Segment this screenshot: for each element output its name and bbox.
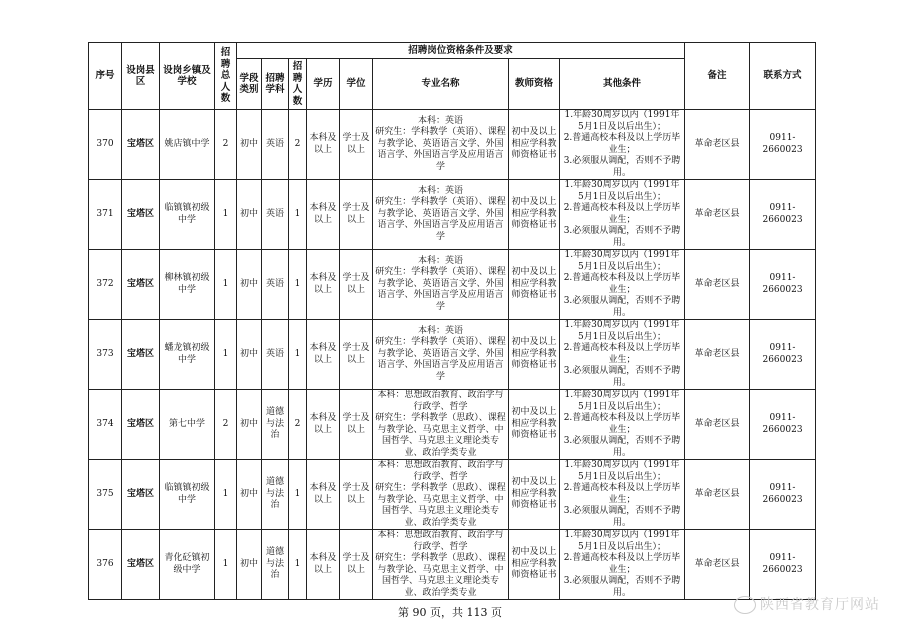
cell-total: 1 bbox=[215, 530, 237, 600]
header-major: 专业名称 bbox=[373, 59, 509, 110]
cell-major: 本科：思想政治教育、政治学与行政学、哲学 研究生：学科教学（思政）、课程与教学论、马克思主义哲学、中国哲学、马克思主义理论类专业、政治学类专业 bbox=[373, 390, 509, 460]
cell-level: 初中 bbox=[237, 460, 262, 530]
cell-cert: 初中及以上相应学科教师资格证书 bbox=[509, 460, 560, 530]
cell-school: 青化砭镇初级中学 bbox=[160, 530, 215, 600]
cell-cert: 初中及以上相应学科教师资格证书 bbox=[509, 320, 560, 390]
cell-count: 1 bbox=[289, 250, 307, 320]
table-row bbox=[89, 250, 816, 320]
cell-note: 革命老区县 bbox=[685, 390, 750, 460]
cell-other: 1.年龄30周岁以内（1991年5月1日及以后出生）； 2.普通高校本科及以上学历毕业生； 3.必须服从调配，否则不予聘用。 bbox=[560, 320, 685, 390]
cell-county: 宝塔区 bbox=[122, 390, 160, 460]
cell-total: 2 bbox=[215, 110, 237, 180]
cell-degree: 学士及以上 bbox=[340, 530, 373, 600]
table-row bbox=[89, 530, 816, 600]
cell-subject: 英语 bbox=[262, 320, 289, 390]
cell-edu: 本科及以上 bbox=[307, 530, 340, 600]
cell-county: 宝塔区 bbox=[122, 320, 160, 390]
header-cert: 教师资格 bbox=[509, 59, 560, 110]
table-row bbox=[89, 180, 816, 250]
cell-county: 宝塔区 bbox=[122, 250, 160, 320]
cell-other: 1.年龄30周岁以内（1991年5月1日及以后出生）； 2.普通高校本科及以上学历毕业生； 3.必须服从调配，否则不予聘用。 bbox=[560, 180, 685, 250]
cell-contact: 0911-2660023 bbox=[750, 530, 816, 600]
cell-school: 姚店镇中学 bbox=[160, 110, 215, 180]
site-watermark bbox=[734, 594, 880, 614]
cell-note: 革命老区县 bbox=[685, 530, 750, 600]
cell-subject: 道德与法治 bbox=[262, 530, 289, 600]
header-contact: 联系方式 bbox=[750, 43, 816, 110]
cell-major: 本科：思想政治教育、政治学与行政学、哲学 研究生：学科教学（思政）、课程与教学论、马克思主义哲学、中国哲学、马克思主义理论类专业、政治学类专业 bbox=[373, 460, 509, 530]
cell-note: 革命老区县 bbox=[685, 180, 750, 250]
header-seq: 序号 bbox=[89, 43, 122, 110]
cell-seq: 375 bbox=[89, 460, 122, 530]
cell-seq: 370 bbox=[89, 110, 122, 180]
table-row bbox=[89, 390, 816, 460]
cell-degree: 学士及以上 bbox=[340, 250, 373, 320]
cell-count: 1 bbox=[289, 320, 307, 390]
cell-edu: 本科及以上 bbox=[307, 320, 340, 390]
cell-edu: 本科及以上 bbox=[307, 180, 340, 250]
cell-contact: 0911-2660023 bbox=[750, 110, 816, 180]
cell-subject: 英语 bbox=[262, 180, 289, 250]
cell-level: 初中 bbox=[237, 390, 262, 460]
header-subject: 招聘学科 bbox=[262, 59, 289, 110]
cell-county: 宝塔区 bbox=[122, 110, 160, 180]
cell-count: 1 bbox=[289, 180, 307, 250]
cell-level: 初中 bbox=[237, 250, 262, 320]
cell-degree: 学士及以上 bbox=[340, 320, 373, 390]
cell-major: 本科：英语 研究生：学科教学（英语）、课程与教学论、英语语言文学、外国语言学、外国语言学及应用语言学 bbox=[373, 110, 509, 180]
table-row bbox=[89, 320, 816, 390]
cell-major: 本科：英语 研究生：学科教学（英语）、课程与教学论、英语语言文学、外国语言学、外国语言学及应用语言学 bbox=[373, 180, 509, 250]
cell-contact: 0911-2660023 bbox=[750, 320, 816, 390]
cell-subject: 英语 bbox=[262, 250, 289, 320]
header-degree: 学位 bbox=[340, 59, 373, 110]
cell-other: 1.年龄30周岁以内（1991年5月1日及以后出生）； 2.普通高校本科及以上学历毕业生； 3.必须服从调配，否则不予聘用。 bbox=[560, 250, 685, 320]
cell-other: 1.年龄30周岁以内（1991年5月1日及以后出生）； 2.普通高校本科及以上学历毕业生； 3.必须服从调配，否则不予聘用。 bbox=[560, 460, 685, 530]
cell-note: 革命老区县 bbox=[685, 460, 750, 530]
cell-seq: 373 bbox=[89, 320, 122, 390]
table-row bbox=[89, 110, 816, 180]
cell-total: 1 bbox=[215, 320, 237, 390]
cell-degree: 学士及以上 bbox=[340, 110, 373, 180]
cell-seq: 376 bbox=[89, 530, 122, 600]
cell-level: 初中 bbox=[237, 320, 262, 390]
header-other: 其他条件 bbox=[560, 59, 685, 110]
cell-cert: 初中及以上相应学科教师资格证书 bbox=[509, 110, 560, 180]
cell-total: 1 bbox=[215, 180, 237, 250]
cell-total: 1 bbox=[215, 250, 237, 320]
cell-seq: 372 bbox=[89, 250, 122, 320]
header-school: 设岗乡镇及学校 bbox=[160, 43, 215, 110]
cell-note: 革命老区县 bbox=[685, 110, 750, 180]
page-footer: 第 90 页，共 113 页 bbox=[398, 606, 502, 619]
cell-contact: 0911-2660023 bbox=[750, 180, 816, 250]
cell-school: 临镇镇初级中学 bbox=[160, 180, 215, 250]
cell-subject: 道德与法治 bbox=[262, 390, 289, 460]
cell-total: 1 bbox=[215, 460, 237, 530]
cell-school: 第七中学 bbox=[160, 390, 215, 460]
cell-other: 1.年龄30周岁以内（1991年5月1日及以后出生）； 2.普通高校本科及以上学历毕业生； 3.必须服从调配，否则不予聘用。 bbox=[560, 530, 685, 600]
cell-count: 2 bbox=[289, 110, 307, 180]
watermark-text: 陕西省教育厅网站 bbox=[760, 597, 880, 613]
cell-contact: 0911-2660023 bbox=[750, 460, 816, 530]
cell-contact: 0911-2660023 bbox=[750, 390, 816, 460]
cell-count: 2 bbox=[289, 390, 307, 460]
cell-count: 1 bbox=[289, 460, 307, 530]
cell-level: 初中 bbox=[237, 530, 262, 600]
cell-seq: 371 bbox=[89, 180, 122, 250]
cell-other: 1.年龄30周岁以内（1991年5月1日及以后出生）； 2.普通高校本科及以上学历毕业生； 3.必须服从调配，否则不予聘用。 bbox=[560, 390, 685, 460]
cell-county: 宝塔区 bbox=[122, 460, 160, 530]
cell-county: 宝塔区 bbox=[122, 530, 160, 600]
header-edu: 学历 bbox=[307, 59, 340, 110]
cell-school: 柳林镇初级中学 bbox=[160, 250, 215, 320]
cell-cert: 初中及以上相应学科教师资格证书 bbox=[509, 180, 560, 250]
cell-subject: 英语 bbox=[262, 110, 289, 180]
cell-edu: 本科及以上 bbox=[307, 460, 340, 530]
cell-edu: 本科及以上 bbox=[307, 110, 340, 180]
cell-seq: 374 bbox=[89, 390, 122, 460]
cell-level: 初中 bbox=[237, 180, 262, 250]
cell-cert: 初中及以上相应学科教师资格证书 bbox=[509, 530, 560, 600]
header-group: 招聘岗位资格条件及要求 bbox=[237, 43, 685, 59]
cell-degree: 学士及以上 bbox=[340, 390, 373, 460]
cell-edu: 本科及以上 bbox=[307, 250, 340, 320]
header-total: 招聘总人数 bbox=[215, 43, 237, 110]
cell-other: 1.年龄30周岁以内（1991年5月1日及以后出生）； 2.普通高校本科及以上学历毕业生； 3.必须服从调配，否则不予聘用。 bbox=[560, 110, 685, 180]
cell-major: 本科：英语 研究生：学科教学（英语）、课程与教学论、英语语言文学、外国语言学、外国语言学及应用语言学 bbox=[373, 250, 509, 320]
cell-degree: 学士及以上 bbox=[340, 460, 373, 530]
cell-degree: 学士及以上 bbox=[340, 180, 373, 250]
cell-count: 1 bbox=[289, 530, 307, 600]
cell-note: 革命老区县 bbox=[685, 320, 750, 390]
cell-contact: 0911-2660023 bbox=[750, 250, 816, 320]
watermark-logo-icon bbox=[734, 596, 756, 614]
cell-note: 革命老区县 bbox=[685, 250, 750, 320]
header-level: 学段类别 bbox=[237, 59, 262, 110]
cell-major: 本科：英语 研究生：学科教学（英语）、课程与教学论、英语语言文学、外国语言学、外国语言学及应用语言学 bbox=[373, 320, 509, 390]
cell-level: 初中 bbox=[237, 110, 262, 180]
cell-school: 蟠龙镇初级中学 bbox=[160, 320, 215, 390]
cell-cert: 初中及以上相应学科教师资格证书 bbox=[509, 250, 560, 320]
header-count: 招聘人数 bbox=[289, 59, 307, 110]
cell-cert: 初中及以上相应学科教师资格证书 bbox=[509, 390, 560, 460]
cell-major: 本科：思想政治教育、政治学与行政学、哲学 研究生：学科教学（思政）、课程与教学论、马克思主义哲学、中国哲学、马克思主义理论类专业、政治学类专业 bbox=[373, 530, 509, 600]
header-note: 备注 bbox=[685, 43, 750, 110]
cell-edu: 本科及以上 bbox=[307, 390, 340, 460]
table-row bbox=[89, 460, 816, 530]
cell-county: 宝塔区 bbox=[122, 180, 160, 250]
cell-subject: 道德与法治 bbox=[262, 460, 289, 530]
cell-total: 2 bbox=[215, 390, 237, 460]
cell-school: 临镇镇初级中学 bbox=[160, 460, 215, 530]
header-county: 设岗县区 bbox=[122, 43, 160, 110]
recruitment-table bbox=[88, 42, 816, 600]
